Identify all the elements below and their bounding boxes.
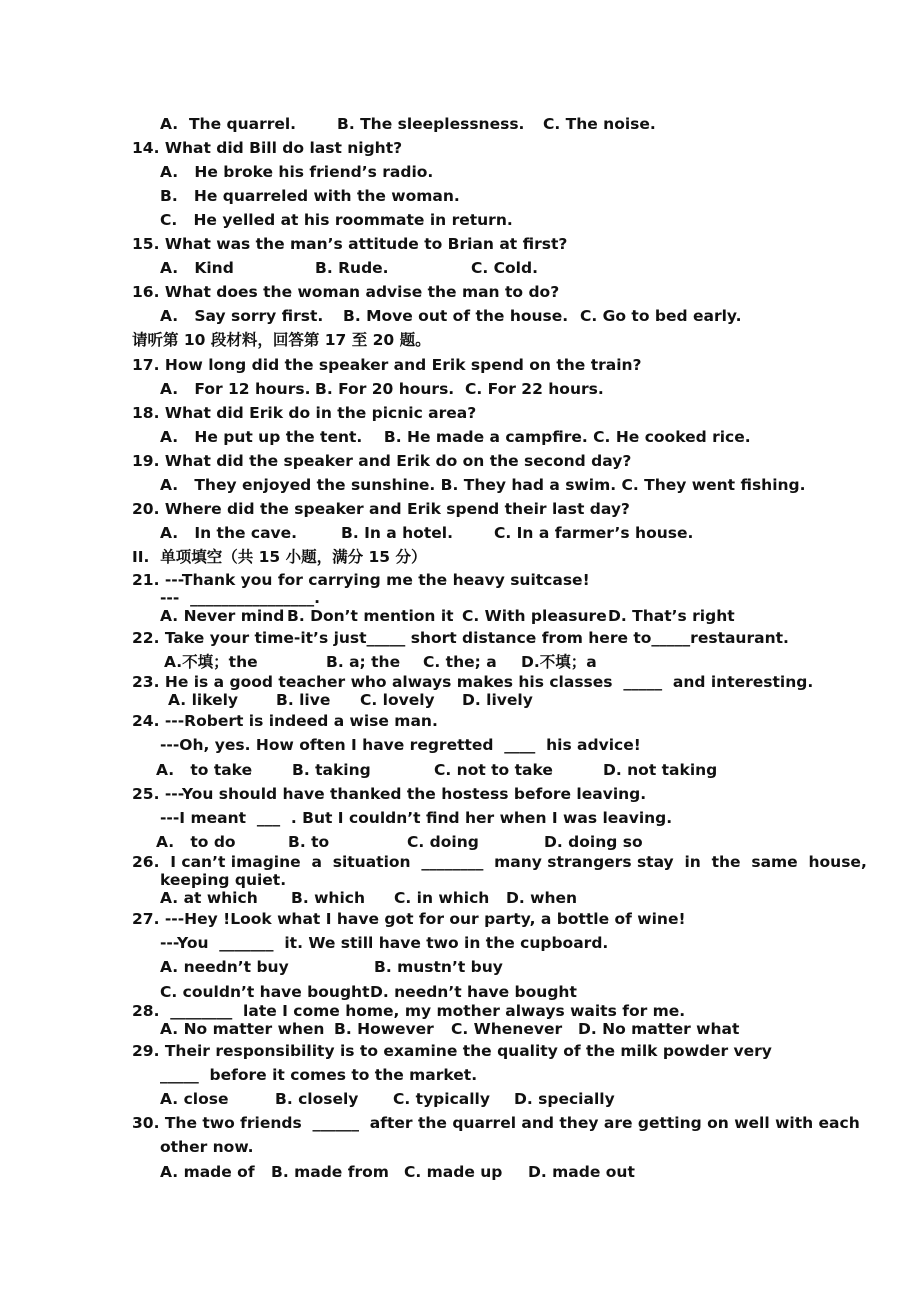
q23-option-d: D. lively (462, 691, 533, 709)
q18-question: 18. What did Erik do in the picnic area? (132, 404, 477, 422)
q20-option-c: C. In a farmer’s house. (494, 524, 694, 542)
q22-option-b: B. a; the (326, 653, 401, 671)
q24-option-b: B. taking (292, 761, 371, 779)
q23-option-b: B. live (276, 691, 331, 709)
q20-option-b: B. In a hotel. (341, 524, 453, 542)
q26-question-line-1: 26. I can’t imagine a situation ________ many strangers stay in the same house, (132, 853, 867, 871)
q19-question: 19. What did the speaker and Erik do on the second day? (132, 452, 632, 470)
q25-option-a: A. to do (156, 833, 236, 851)
part-2-title: II. 单项填空（共 15 小题，满分 15 分） (132, 548, 427, 566)
q17-option-a: A. For 12 hours. (160, 380, 311, 398)
q30-option-a: A. made of (160, 1163, 255, 1181)
q16-question: 16. What does the woman advise the man to do? (132, 283, 560, 301)
q30-option-d: D. made out (528, 1163, 635, 1181)
q15-option-a: A. Kind (160, 259, 234, 277)
q20-option-a: A. In the cave. (160, 524, 298, 542)
q18-options: A. He put up the tent. B. He made a campfire. C. He cooked rice. (160, 428, 751, 446)
section-10-instruction: 请听第 10 段材料，回答第 17 至 20 题。 (132, 331, 431, 349)
q27-option-b: B. mustn’t buy (374, 958, 503, 976)
q30-option-b: B. made from (271, 1163, 389, 1181)
q27-option-a: A. needn’t buy (160, 958, 289, 976)
q16-option-b: B. Move out of the house. (343, 307, 569, 325)
q26-option-b: B. which (291, 889, 365, 907)
q24-option-c: C. not to take (434, 761, 553, 779)
q29-question-line-1: 29. Their responsibility is to examine the quality of the milk powder very (132, 1042, 772, 1060)
q17-option-b: B. For 20 hours. (315, 380, 455, 398)
q16-option-a: A. Say sorry first. (160, 307, 324, 325)
q28-option-b: B. However (334, 1020, 434, 1038)
q24-question: 24. ---Robert is indeed a wise man. (132, 712, 438, 730)
q14-option-b: B. He quarreled with the woman. (160, 187, 460, 205)
q25-reply: ---I meant ___ . But I couldn’t find her when I was leaving. (160, 809, 673, 827)
q14-option-c: C. He yelled at his roommate in return. (160, 211, 513, 229)
q23-question: 23. He is a good teacher who always makes his classes _____ and interesting. (132, 673, 814, 691)
q22-question: 22. Take your time-it’s just_____ short distance from here to_____restaurant. (132, 629, 789, 647)
q27-option-d: D. needn’t have bought (370, 983, 577, 1001)
q14-option-a: A. He broke his friend’s radio. (160, 163, 434, 181)
q26-option-d: D. when (506, 889, 578, 907)
q22-option-c: C. the; a (423, 653, 497, 671)
q22-option-d: D.不填；a (521, 653, 597, 671)
q23-option-a: A. likely (168, 691, 239, 709)
q17-option-c: C. For 22 hours. (465, 380, 604, 398)
q17-question: 17. How long did the speaker and Erik spend on the train? (132, 356, 642, 374)
q27-question: 27. ---Hey !Look what I have got for our party, a bottle of wine! (132, 910, 686, 928)
q30-question-line-1: 30. The two friends ______ after the quarrel and they are getting on well with each (132, 1114, 860, 1132)
q25-question: 25. ---You should have thanked the hostess before leaving. (132, 785, 647, 803)
q24-option-a: A. to take (156, 761, 253, 779)
q29-option-c: C. typically (393, 1090, 490, 1108)
q23-option-c: C. lovely (360, 691, 435, 709)
q29-option-d: D. specially (514, 1090, 615, 1108)
q27-option-c: C. couldn’t have bought (160, 983, 370, 1001)
q28-option-d: D. No matter what (578, 1020, 740, 1038)
q15-option-c: C. Cold. (471, 259, 538, 277)
q21-question: 21. ---Thank you for carrying me the heavy suitcase! (132, 571, 590, 589)
q24-reply: ---Oh, yes. How often I have regretted ____ his advice! (160, 736, 641, 754)
q30-question-line-2: other now. (160, 1138, 254, 1156)
q22-option-a: A.不填；the (164, 653, 258, 671)
q19-options: A. They enjoyed the sunshine. B. They had a swim. C. They went fishing. (160, 476, 806, 494)
q21-option-c: C. With pleasure (462, 607, 607, 625)
q25-option-d: D. doing so (544, 833, 643, 851)
q29-question-line-2: _____ before it comes to the market. (160, 1066, 478, 1084)
q26-option-c: C. in which (394, 889, 490, 907)
q26-option-a: A. at which (160, 889, 258, 907)
q15-question: 15. What was the man’s attitude to Brian at first? (132, 235, 568, 253)
q13-option-c: C. The noise. (543, 115, 656, 133)
q27-reply: ---You _______ it. We still have two in the cupboard. (160, 934, 609, 952)
q28-option-c: C. Whenever (451, 1020, 563, 1038)
q21-option-b: B. Don’t mention it (287, 607, 454, 625)
q14-question: 14. What did Bill do last night? (132, 139, 403, 157)
q25-option-b: B. to (288, 833, 330, 851)
q26-question-line-2: keeping quiet. (160, 871, 287, 889)
q20-question: 20. Where did the speaker and Erik spend their last day? (132, 500, 630, 518)
q21-option-a: A. Never mind (160, 607, 285, 625)
q28-option-a: A. No matter when (160, 1020, 325, 1038)
q16-option-c: C. Go to bed early. (580, 307, 742, 325)
q28-question: 28. ________ late I come home, my mother always waits for me. (132, 1002, 686, 1020)
q25-option-c: C. doing (407, 833, 479, 851)
q29-option-b: B. closely (275, 1090, 359, 1108)
q21-option-d: D. That’s right (608, 607, 735, 625)
q29-option-a: A. close (160, 1090, 229, 1108)
q30-option-c: C. made up (404, 1163, 503, 1181)
q15-option-b: B. Rude. (315, 259, 389, 277)
q24-option-d: D. not taking (603, 761, 718, 779)
q13-option-b: B. The sleeplessness. (337, 115, 525, 133)
q13-option-a: A. The quarrel. (160, 115, 297, 133)
q21-reply: --- ________________. (160, 589, 320, 607)
